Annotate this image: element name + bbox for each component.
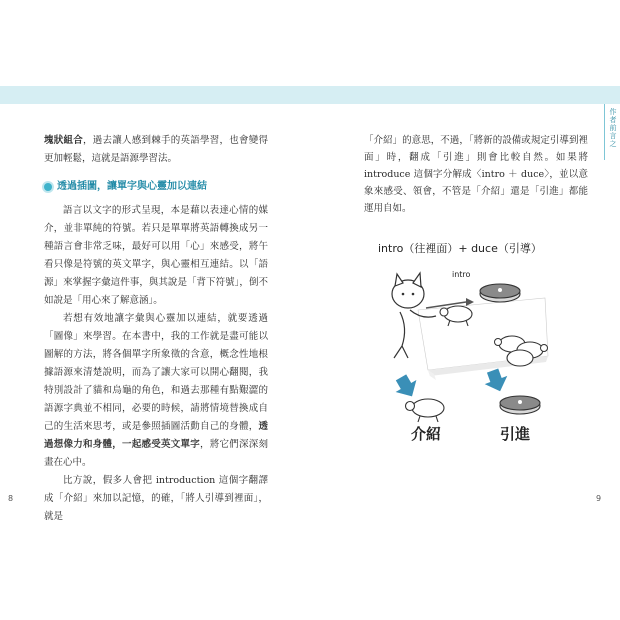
bullet-dot-icon bbox=[44, 183, 52, 191]
etymology-formula: intro（往裡面）+ duce（引導） bbox=[378, 242, 542, 255]
right-text-column bbox=[364, 132, 588, 217]
paragraph-3-text-a: 若想有效地讓字彙與心靈加以連結，就要透過「圖像」來學習。在本書中，我的工作就是盡可能以圖解的方法，將各個單字所象徵的含意，概念性地根據語源來清楚說明，而為了讓大家可以開心翻閱，我特別設計了貓和烏龜的角色，和過去那種有點艱澀的語源字典並不相同，必要的時候，請將情境替換成自己的生活來思考，或是參照插圖活動自己的身體， bbox=[44, 313, 268, 432]
page-number-left: 8 bbox=[8, 494, 14, 503]
arrow-left-icon bbox=[391, 371, 423, 402]
paragraph-3-bold: 透過想像力和身體，一起感受英文單字 bbox=[44, 421, 268, 450]
top-color-band bbox=[0, 86, 620, 104]
chapter-side-tab: 作者前言之 bbox=[604, 104, 620, 160]
turtle-bottom-icon bbox=[406, 399, 445, 422]
illustration-scene bbox=[370, 258, 570, 428]
intro-tag-label: intro bbox=[452, 270, 471, 279]
section-heading bbox=[44, 178, 268, 196]
paragraph-2: 語言以文字的形式呈現，本是藉以表達心情的媒介，並非單純的符號。若只是單單將英語轉換成另一種語言會非常乏味，最好可以用「心」來感受，將午看只像是符號的英文單字，與心靈相互連結。以「語源」來掌握字彙這件事，與其說是「背下符號」，倒不如說是「用心來了解意涵」。 bbox=[44, 205, 268, 306]
arrow-right-icon bbox=[481, 366, 511, 395]
page-number-right: 9 bbox=[596, 494, 602, 503]
left-text-column bbox=[44, 132, 268, 526]
paragraph-1-text: ，過去讓人感到棘手的英語學習，也會變得更加輕鬆，這就是語源學習法。 bbox=[44, 135, 268, 164]
paragraph-1-bold: 塊狀組合 bbox=[44, 135, 83, 146]
robot-vacuum-icon bbox=[480, 284, 520, 302]
robot-vacuum-bottom-icon bbox=[500, 396, 540, 414]
word-introduce-meaning-2: 引進 bbox=[500, 425, 531, 443]
word-introduce-meaning-1: 介紹 bbox=[411, 425, 442, 443]
paragraph-3-text-b: ，將它們深深刻畫在心中。 bbox=[44, 439, 268, 468]
section-heading-text: 透過插圖，讓單字與心靈加以連結 bbox=[57, 181, 207, 192]
paragraph-right-1: 「介紹」的意思，不過，「將新的設備或規定引導到裡面」時，翻成「引進」則會比較自然。如果將 introduce 這個字分解成〈intro ＋ duce〉，並以意象來感受、領會，不管是「介紹」還是「引進」都能運用自如。 bbox=[364, 135, 588, 214]
paragraph-3 bbox=[44, 310, 268, 472]
paragraph-1 bbox=[44, 132, 268, 168]
paragraph-4: 比方說，假多人會把 introduction 這個字翻譯成「介紹」來加以記憶，的確，「將人引導到裡面」，就是 bbox=[44, 475, 268, 522]
